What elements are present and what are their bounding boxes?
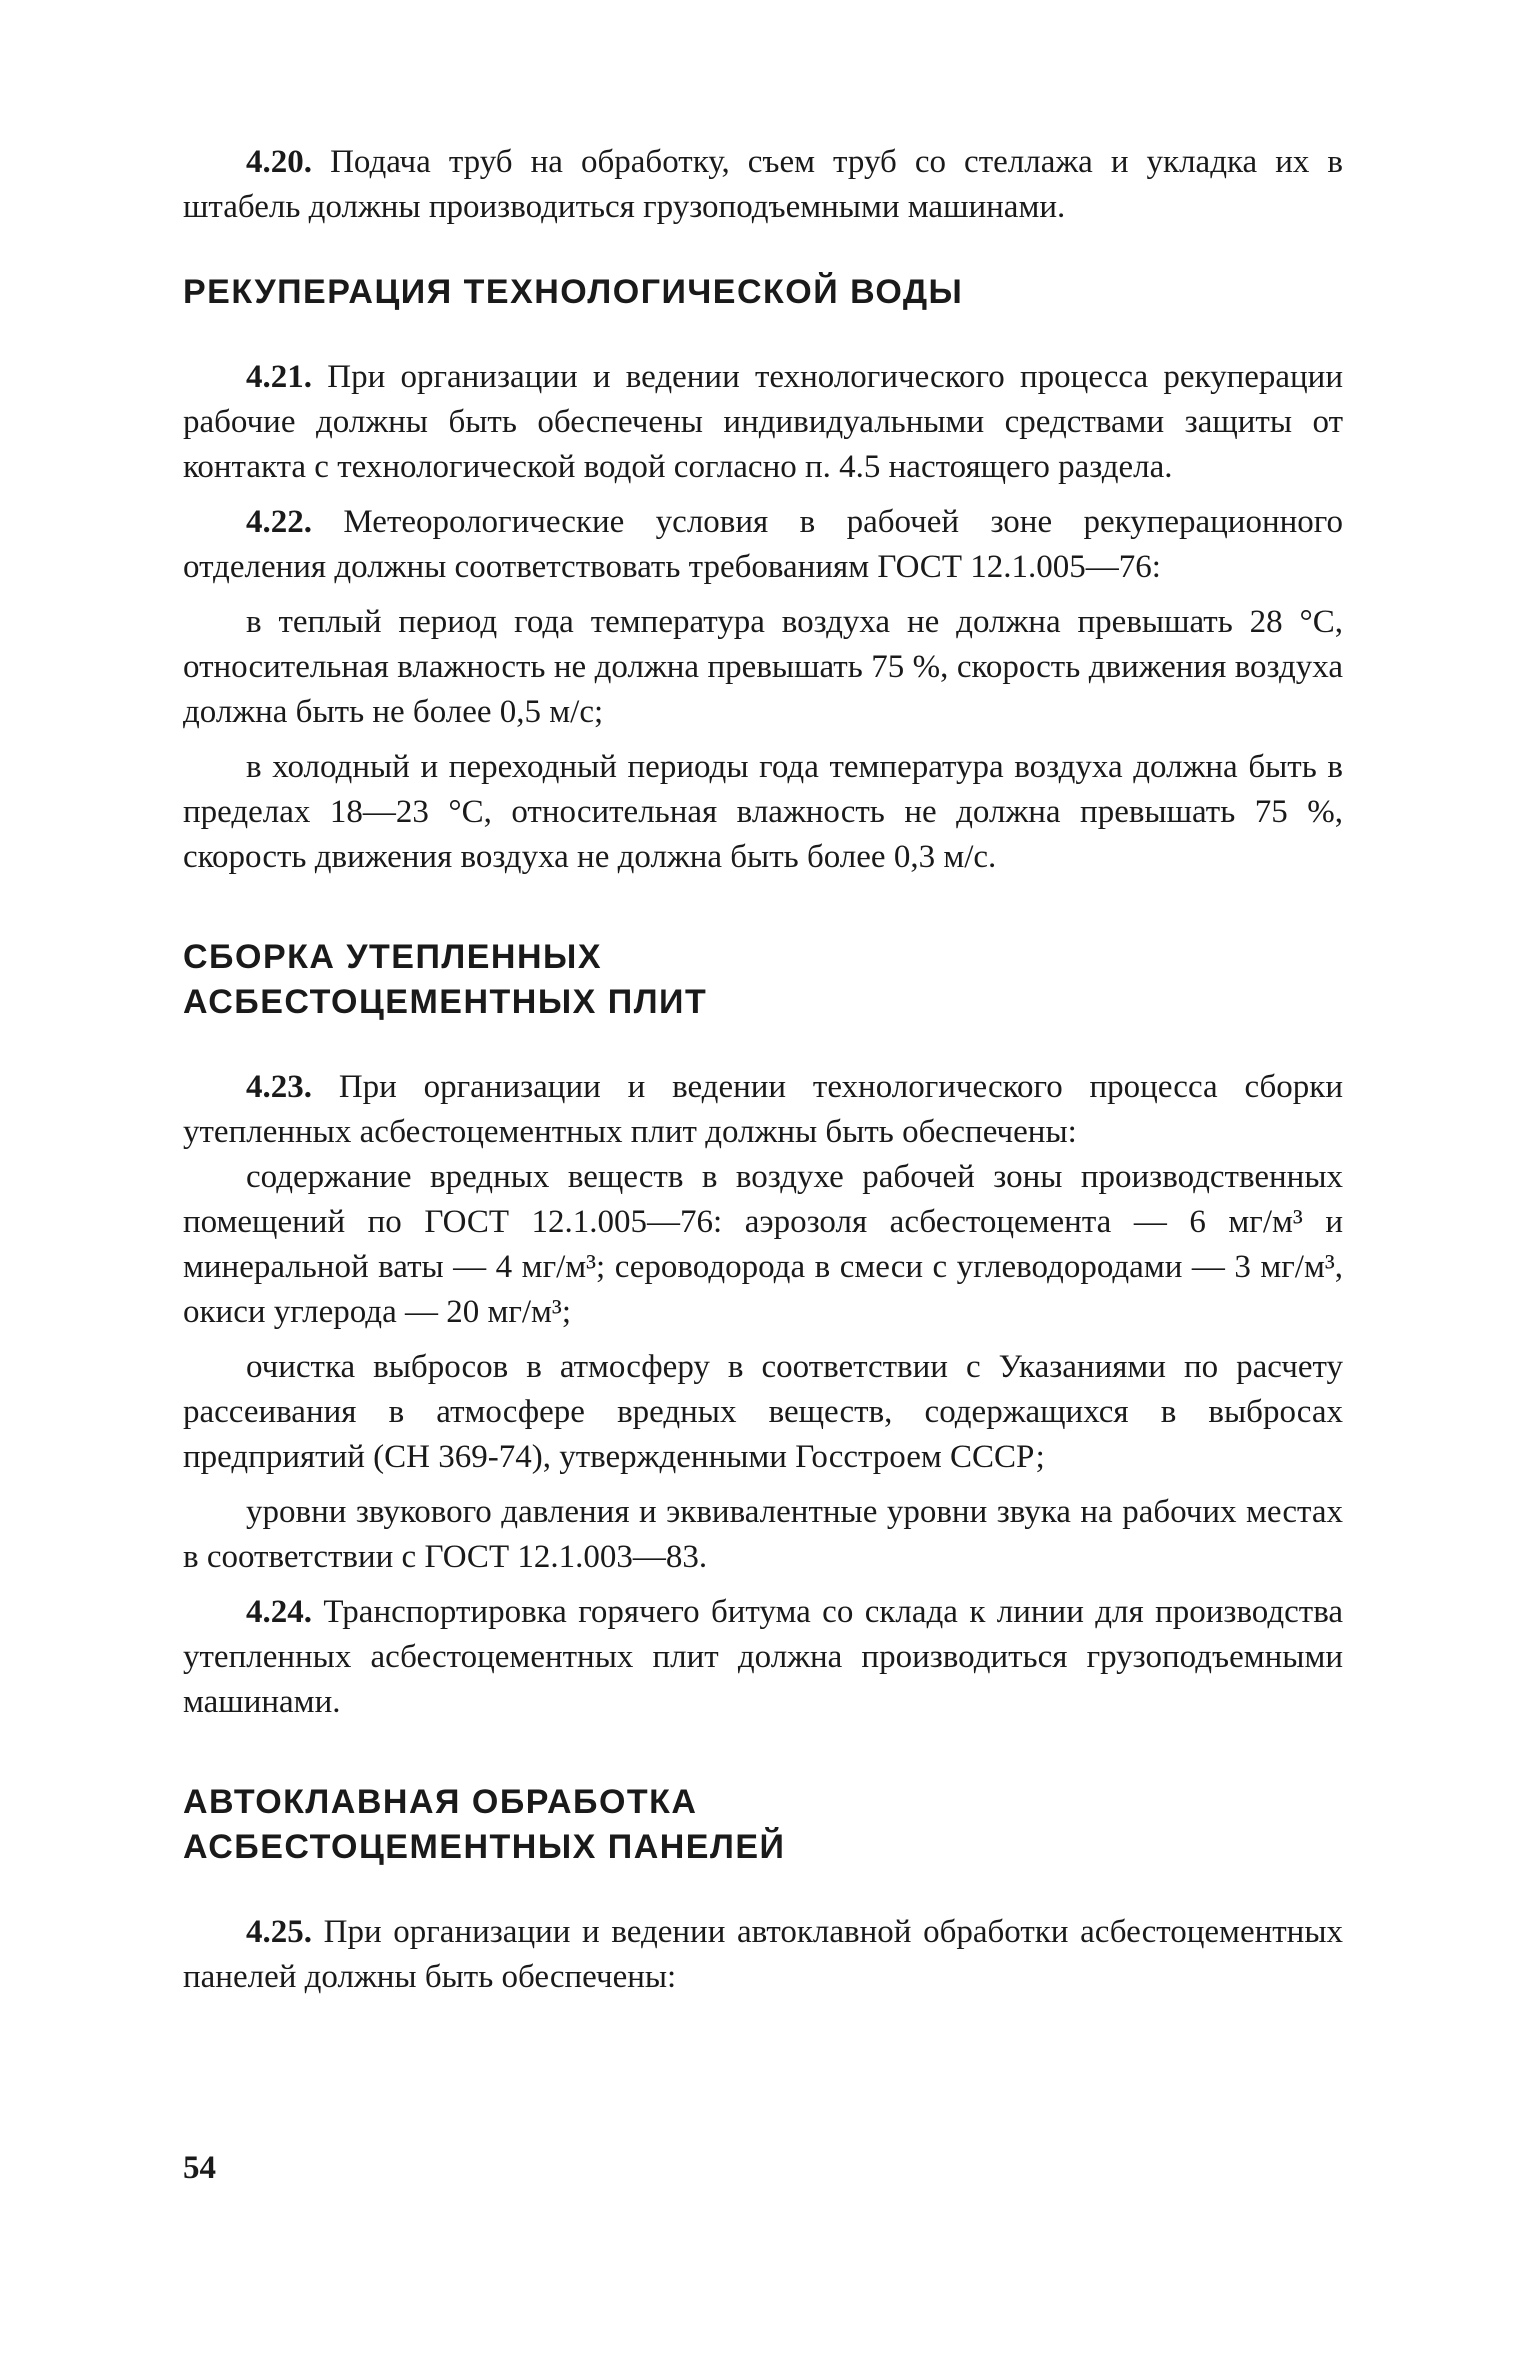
paragraph-text: Подача труб на обработку, съем труб со стеллажа и укладка их в штабель должны производиться грузоподъемными машинами.	[183, 144, 1344, 225]
clause-number: 4.23.	[246, 1069, 312, 1105]
heading-line: АСБЕСТОЦЕМЕНТНЫХ ПЛИТ	[183, 983, 708, 1021]
paragraph-text: содержание вредных веществ в воздухе рабочей зоны производственных помещений по ГОСТ 12.1.005—76: аэрозоля асбестоцемента — 6 мг/м³ и минеральной ваты — 4 мг/м³; сероводорода в смеси с углеводородами — 3 мг/м³, окиси углерода — 20 мг/м³;	[183, 1159, 1343, 1330]
paragraph-4-20	[183, 140, 1343, 230]
paragraph-4-25	[183, 1910, 1343, 2000]
clause-number: 4.25.	[246, 1914, 312, 1950]
paragraph-text: уровни звукового давления и эквивалентные уровни звука на рабочих местах в соответствии с ГОСТ 12.1.003—83.	[183, 1494, 1343, 1575]
heading-line: РЕКУПЕРАЦИЯ ТЕХНОЛОГИЧЕСКОЙ ВОДЫ	[183, 273, 964, 311]
paragraph-4-23	[183, 1065, 1343, 1155]
section-heading-assembly	[183, 935, 1343, 1025]
paragraph-text: Транспортировка горячего битума со склада к линии для производства утепленных асбестоцементных плит должна производиться грузоподъемными машинами.	[183, 1594, 1344, 1720]
paragraph-emission-cleaning	[183, 1345, 1343, 1480]
heading-line: СБОРКА УТЕПЛЕННЫХ	[183, 938, 603, 976]
paragraph-text: При организации и ведении технологического процесса рекуперации рабочие должны быть обеспечены индивидуальными средствами защиты от контакта с технологической водой согласно п. 4.5 настоящего раздела.	[183, 359, 1344, 485]
paragraph-text: Метеорологические условия в рабочей зоне рекуперационного отделения должны соответствовать требованиям ГОСТ 12.1.005—76:	[183, 504, 1343, 585]
page-body	[183, 140, 1343, 2000]
paragraph-text: очистка выбросов в атмосферу в соответствии с Указаниями по расчету рассеивания в атмосфере вредных веществ, содержащихся в выбросах предприятий (СН 369-74), утвержденными Госстроем СССР;	[183, 1349, 1343, 1475]
clause-number: 4.20.	[246, 144, 312, 180]
page-number: 54	[183, 2150, 216, 2186]
paragraph-text: При организации и ведении автоклавной обработки асбестоцементных панелей должны быть обеспечены:	[183, 1914, 1344, 1995]
paragraph-text: в теплый период года температура воздуха не должна превышать 28 °С, относительная влажность не должна превышать 75 %, скорость движения воздуха должна быть не более 0,5 м/с;	[183, 604, 1343, 730]
section-heading-recuperation	[183, 270, 1343, 315]
paragraph-warm-period	[183, 600, 1343, 735]
paragraph-text: в холодный и переходный периоды года температура воздуха должна быть в пределах 18—23 °С, относительная влажность не должна превышать 75 %, скорость движения воздуха не должна быть более 0,3 м/с.	[183, 749, 1343, 875]
section-heading-autoclave	[183, 1780, 1343, 1870]
paragraph-4-24	[183, 1590, 1343, 1725]
clause-number: 4.22.	[246, 504, 312, 540]
paragraph-4-22	[183, 500, 1343, 590]
heading-line: АВТОКЛАВНАЯ ОБРАБОТКА	[183, 1783, 698, 1821]
paragraph-cold-period	[183, 745, 1343, 880]
heading-line: АСБЕСТОЦЕМЕНТНЫХ ПАНЕЛЕЙ	[183, 1828, 786, 1866]
paragraph-4-21	[183, 355, 1343, 490]
clause-number: 4.24.	[246, 1594, 312, 1630]
paragraph-sound-levels	[183, 1490, 1343, 1580]
paragraph-harmful-substances	[183, 1155, 1343, 1335]
paragraph-text: При организации и ведении технологического процесса сборки утепленных асбестоцементных плит должны быть обеспечены:	[183, 1069, 1343, 1150]
clause-number: 4.21.	[246, 359, 312, 395]
